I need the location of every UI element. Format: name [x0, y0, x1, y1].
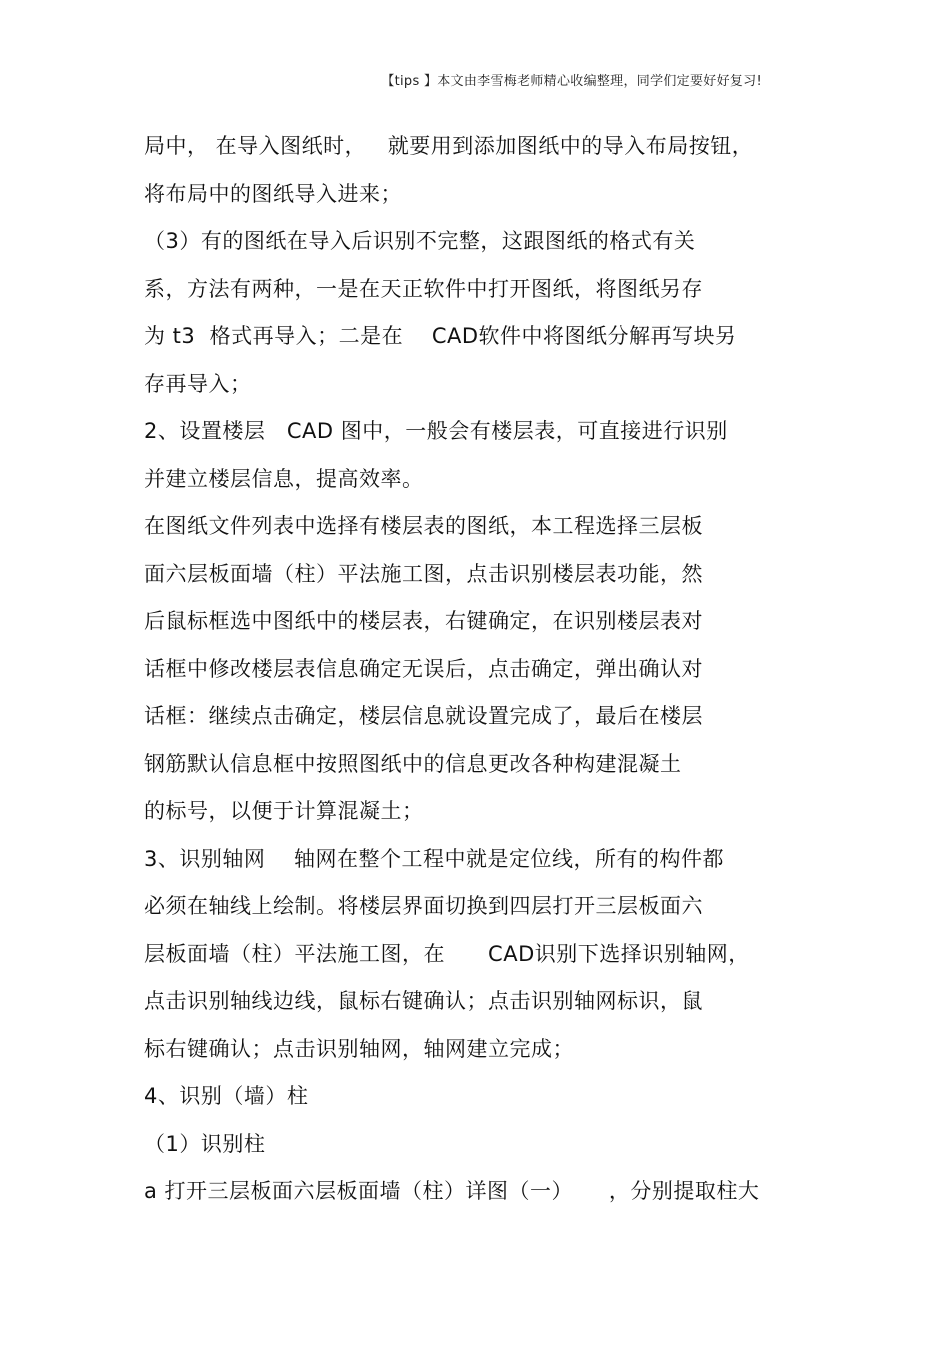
text-line: 为 t3 格式再导入；二是在 CAD软件中将图纸分解再写块另 — [144, 324, 737, 348]
document-body — [144, 128, 824, 1221]
text-line: 话框中修改楼层表信息确定无误后，点击确定，弹出确认对 — [144, 656, 703, 681]
text-line: 在图纸文件列表中选择有楼层表的图纸，本工程选择三层板 — [144, 514, 703, 538]
text-line: （3）有的图纸在导入后识别不完整，这跟图纸的格式有关 — [144, 229, 696, 253]
text-line: （1）识别柱 — [144, 1131, 266, 1156]
text-line: 后鼠标框选中图纸中的楼层表，右键确定，在识别楼层表对 — [144, 609, 703, 633]
text-line: 层板面墙（柱）平法施工图，在 CAD识别下选择识别轴网， — [144, 941, 750, 966]
text-line: 点击识别轴线边线，鼠标右键确认；点击识别轴网标识，鼠 — [144, 989, 703, 1013]
text-line: 4、识别（墙）柱 — [144, 1084, 309, 1108]
text-line: 的标号，以便于计算混凝土； — [144, 799, 424, 823]
text-line: 标右键确认；点击识别轴网，轴网建立完成； — [144, 1036, 574, 1061]
text-line: 钢筋默认信息框中按照图纸中的信息更改各种构建混凝土 — [144, 751, 682, 776]
text-line: 将布局中的图纸导入进来； — [144, 181, 402, 206]
text-line: 存再导入； — [144, 371, 252, 396]
text-line: 3、识别轴网 轴网在整个工程中就是定位线，所有的构件都 — [144, 846, 725, 871]
text-line: 必须在轴线上绘制。将楼层界面切换到四层打开三层板面六 — [144, 894, 703, 918]
text-line: a 打开三层板面六层板面墙（柱）详图（一） ，分别提取柱大 — [144, 1179, 760, 1203]
text-line: 系，方法有两种，一是在天正软件中打开图纸，将图纸另存 — [144, 276, 703, 301]
header-tip: 【tips 】本文由李雪梅老师精心收编整理，同学们定要好好复习! — [381, 74, 762, 89]
text-line: 面六层板面墙（柱）平法施工图，点击识别楼层表功能，然 — [144, 561, 703, 586]
text-line: 并建立楼层信息，提高效率。 — [144, 466, 424, 491]
text-line: 话框：继续点击确定，楼层信息就设置完成了，最后在楼层 — [144, 704, 703, 728]
text-line: 局中， 在导入图纸时， 就要用到添加图纸中的导入布局按钮， — [144, 134, 754, 158]
text-line: 2、设置楼层 CAD 图中，一般会有楼层表，可直接进行识别 — [144, 419, 728, 443]
